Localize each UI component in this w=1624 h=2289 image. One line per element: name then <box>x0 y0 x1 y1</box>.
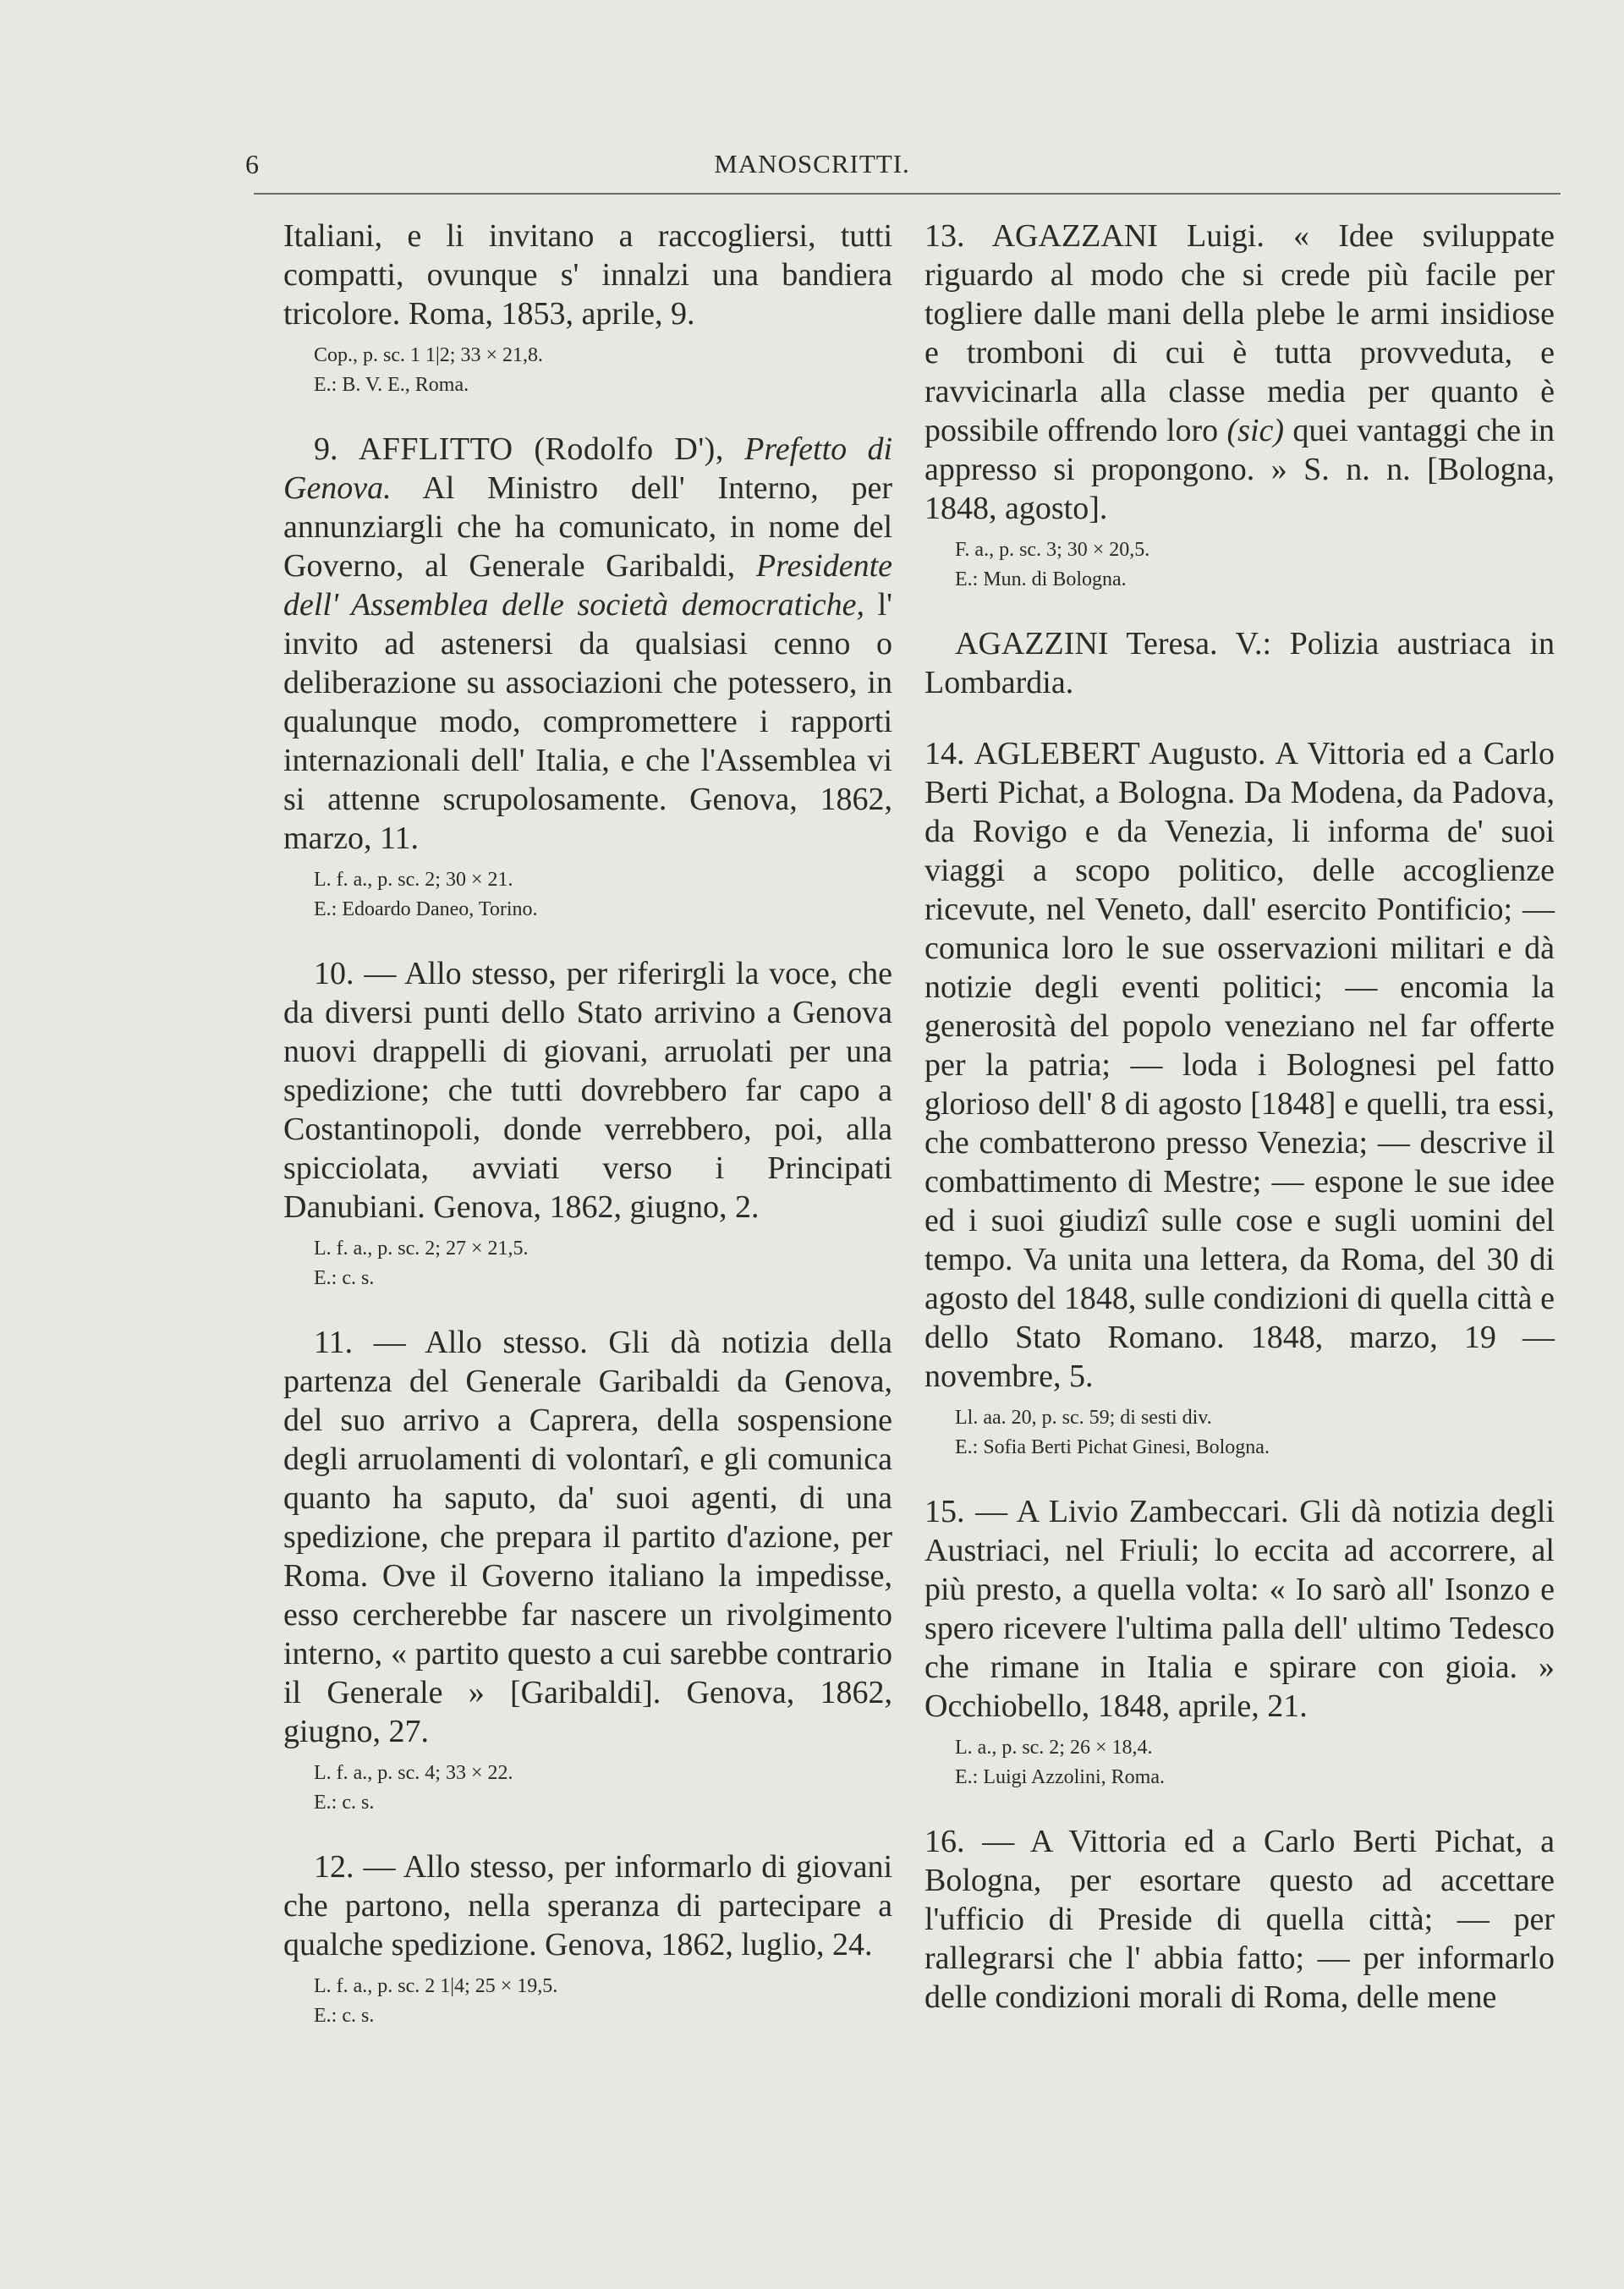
entry-sic: (sic) <box>1226 413 1285 448</box>
entry-12 <box>283 1847 892 2028</box>
cross-reference <box>924 624 1555 702</box>
entry-body: Al Ministro dell' Interno, per annunziargli che ha comunicato, in nome del Governo, al Generale Garibaldi, <box>283 470 893 584</box>
entry-text: Italiani, e li invitano a raccogliersi, tutti compatti, ovunque s' innalzi una bandiera tricolore. Roma, 1853, aprile, 9. <box>283 218 892 332</box>
entry-body: 13. AGAZZANI Luigi. « Idee sviluppate riguardo al modo che si crede più facile per togliere dalle mani della plebe le armi insidiose e tromboni di cui è tutta provveduta, e ravvicinarla alla classe media per quanto è possibile offrendo loro <box>924 218 1555 448</box>
entry-citation: L. a., p. sc. 2; 26 × 18,4. <box>955 1737 1153 1759</box>
entry-owner: E.: c. s. <box>314 1792 375 1814</box>
entry-9 <box>283 430 892 922</box>
entry-author: AFFLITTO (Rodolfo D'), <box>358 431 724 467</box>
entry-body: quei vantaggi che in appresso si propongono. » S. n. n. [Bologna, 1848, agosto]. <box>924 413 1555 526</box>
page-number: 6 <box>245 149 259 179</box>
entry-15 <box>924 1492 1555 1790</box>
entry-body: l' invito ad astenersi da qualsiasi cenno o deliberazione su associazioni che potessero, in qualunque modo, compromettere i rapporti internazionali dell' Italia, e che l'Assemblea vi si attenne scrupolosamente. Genova, 1862, marzo, 11. <box>283 587 892 856</box>
running-title: MANOSCRITTI. <box>714 149 910 178</box>
entry-body-italic: Presidente dell' Assemblea delle società democratiche, <box>283 548 893 623</box>
entry-text <box>924 217 1555 528</box>
entry-owner: E.: B. V. E., Roma. <box>314 374 469 396</box>
header-rule <box>254 193 1561 195</box>
entry-citation: Cop., p. sc. 1 1|2; 33 × 21,8. <box>314 344 544 366</box>
entry-text: 12. — Allo stesso, per informarlo di giovani che partono, nella speranza di partecipare a qualche spedizione. Genova, 1862, luglio, 24. <box>283 1849 892 1962</box>
entry-owner: E.: Sofia Berti Pichat Ginesi, Bologna. <box>955 1436 1270 1458</box>
entry-14 <box>924 734 1555 1460</box>
entry-13 <box>924 217 1555 592</box>
left-column <box>283 217 892 2061</box>
entry-11 <box>283 1323 892 1815</box>
entry-text: 15. — A Livio Zambeccari. Gli dà notizia degli Austriaci, nel Friuli; lo eccita ad accorrere, al più presto, a quella volta: « Io sarò all' Isonzo e spero ricevere l'ultima palla dell' ultimo Tedesco che rimane in Italia e spirare con gioia. » Occhiobello, 1848, aprile, 21. <box>924 1494 1555 1724</box>
entry-citation: L. f. a., p. sc. 2 1|4; 25 × 19,5. <box>314 1975 558 1997</box>
entry-text <box>283 430 892 858</box>
entry-16 <box>924 1822 1555 2017</box>
entry-continuation <box>283 217 892 398</box>
entry-text: 14. AGLEBERT Augusto. A Vittoria ed a Carlo Berti Pichat, a Bologna. Da Modena, da Padova, da Rovigo e da Venezia, li informa de' suoi viaggi a scopo politico, delle accoglienze ricevute, nel Veneto, dall' esercito Pontificio; — comunica loro le sue osservazioni militari e dà notizie degli eventi politici; — encomia la generosità del popolo veneziano nel far offerte per la patria; — loda i Bolognesi pel fatto glorioso dell' 8 di agosto [1848] e quelli, tra essi, che combatterono presso Venezia; — descrive il combattimento di Mestre; — espone le sue idee ed i suoi giudizî sulle cose e sugli uomini del tempo. Va unita una lettera, da Roma, del 30 di agosto del 1848, sulle condizioni di quella città e dello Stato Romano. 1848, marzo, 19 — novembre, 5. <box>924 736 1555 1394</box>
entry-citation: L. f. a., p. sc. 2; 27 × 21,5. <box>314 1238 529 1260</box>
right-column <box>924 217 1555 2049</box>
entry-citation: L. f. a., p. sc. 4; 33 × 22. <box>314 1762 513 1784</box>
entry-owner: E.: c. s. <box>314 1267 375 1289</box>
entry-text: 11. — Allo stesso. Gli dà notizia della partenza del Generale Garibaldi da Genova, del suo arrivo a Caprera, della sospensione degli arruolamenti di volontarî, e gli comunica quanto ha saputo, da' suoi agenti, di una spedizione, che prepara il partito d'azione, per Roma. Ove il Governo italiano la impedisse, esso cercherebbe far nascere un rivolgimento interno, « partito questo a cui sarebbe contrario il Generale » [Garibaldi]. Genova, 1862, giugno, 27. <box>283 1325 892 1749</box>
cross-reference-text: AGAZZINI Teresa. V.: Polizia austriaca in Lombardia. <box>924 626 1555 700</box>
entry-owner: E.: Mun. di Bologna. <box>955 568 1127 590</box>
entry-10 <box>283 954 892 1291</box>
entry-citation: F. a., p. sc. 3; 30 × 20,5. <box>955 539 1150 561</box>
entry-owner: E.: Luigi Azzolini, Roma. <box>955 1766 1165 1788</box>
entry-number: 9. <box>314 431 338 467</box>
entry-text: 10. — Allo stesso, per riferirgli la voce, che da diversi punti dello Stato arrivino a Genova nuovi drappelli di giovani, arruolati per una spedizione; che tutti dovrebbero far capo a Costantinopoli, donde verrebbero, poi, alla spicciolata, avviati verso i Principati Danubiani. Genova, 1862, giugno, 2. <box>283 956 892 1225</box>
entry-citation: Ll. aa. 20, p. sc. 59; di sesti div. <box>955 1407 1212 1429</box>
entry-citation: L. f. a., p. sc. 2; 30 × 21. <box>314 869 513 891</box>
entry-owner: E.: Edoardo Daneo, Torino. <box>314 898 538 920</box>
entry-owner: E.: c. s. <box>314 2005 375 2027</box>
entry-title: Prefetto di Genova. <box>283 431 893 506</box>
entry-text: 16. — A Vittoria ed a Carlo Berti Pichat, a Bologna, per esortare questo ad accettare l'ufficio di Preside di quella città; — per rallegrarsi che l' abbia fatto; — per informarlo delle condizioni morali di Roma, delle mene <box>924 1824 1555 2015</box>
